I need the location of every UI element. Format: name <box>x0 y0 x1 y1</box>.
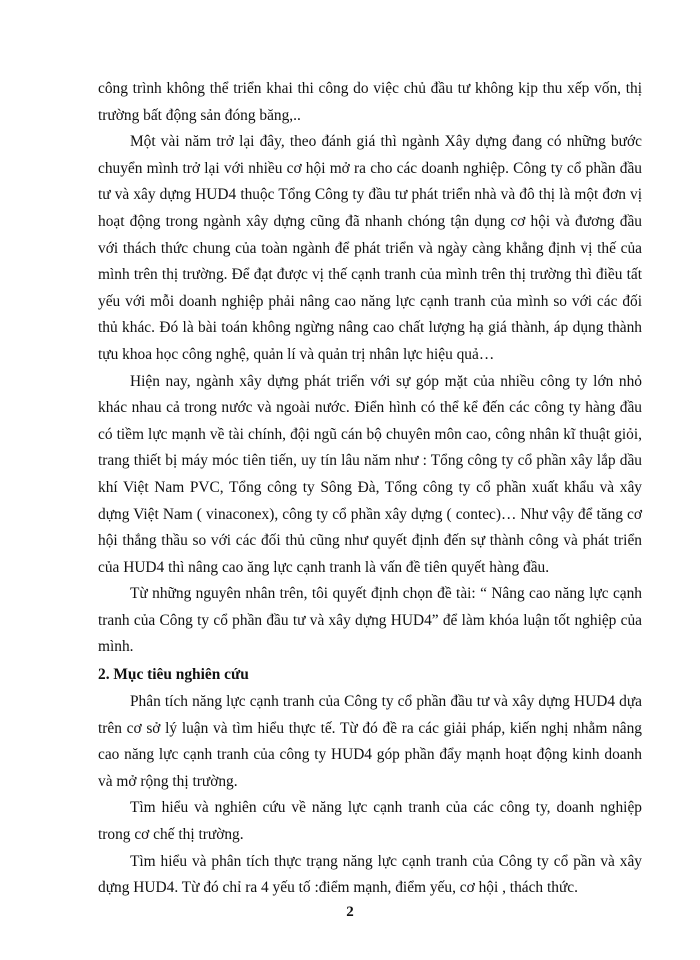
paragraph-objective-swot: Tìm hiểu và phân tích thực trạng năng lực cạnh tranh của Công ty cổ pần và xây dựng HUD4. Từ đó chỉ ra 4 yếu tố :điểm mạnh, điểm yếu, cơ hội , thách thức. <box>98 852 642 897</box>
paragraph-objective-analysis: Phân tích năng lực cạnh tranh của Công ty cổ phần đầu tư và xây dựng HUD4 dựa trên cơ sở lý luận và tìm hiểu thực tế. Từ đó đề ra các giải pháp, kiến nghị nhằm nâng cao năng lực cạnh tranh của công ty HUD4 góp phần đẩy mạnh hoạt động kinh doanh và mở rộng thị trường. <box>98 693 642 790</box>
paragraph-topic-choice: Từ những nguyên nhân trên, tôi quyết định chọn đề tài: “ Nâng cao năng lực cạnh tranh của Công ty cổ phần đầu tư và xây dựng HUD4” để làm khóa luận tốt nghiệp của mình. <box>98 585 642 656</box>
page-number: 2 <box>346 904 354 920</box>
paragraph-industry-recovery: Một vài năm trở lại đây, theo đánh giá thì ngành Xây dựng đang có những bước chuyển mình trở lại với nhiều cơ hội mở ra cho các doanh nghiệp. Công ty cổ phần đầu tư và xây dựng HUD4 thuộc Tổng Công ty đầu tư phát triển nhà và đô thị là một đơn vị hoạt động trong ngành xây dựng cũng đã nhanh chóng tận dụng cơ hội và đương đầu với thách thức chung của toàn ngành để phát triển và ngày càng khẳng định vị thế của mình trên thị trường. Để đạt được vị thế cạnh tranh của mình trên thị trường thì điều tất yếu với mỗi doanh nghiệp phải nâng cao năng lực cạnh tranh của mình so với các đối thủ khác. Đó là bài toán không ngừng nâng cao chất lượng hạ giá thành, áp dụng thành tựu khoa học công nghệ, quản lí và quản trị nhân lực hiệu quả… <box>98 133 642 363</box>
paragraph-competitors: Hiện nay, ngành xây dựng phát triển với sự góp mặt của nhiều công ty lớn nhỏ khác nhau cả trong nước và ngoài nước. Điển hình có thể kể đến các công ty hàng đầu có tiềm lực mạnh về tài chính, đội ngũ cán bộ chuyên môn cao, công nhân kĩ thuật giỏi, trang thiết bị máy móc tiên tiến, uy tín lâu năm như : Tổng công ty cổ phần xây lắp dầu khí Việt Nam PVC, Tổng công ty Sông Đà, Tổng công ty cổ phần xuất khẩu và xây dựng Việt Nam ( vinaconex), công ty cổ phần xây dựng ( contec)… Như vậy để tăng cơ hội thắng thầu so với các đối thủ cũng như quyết định đến sự thành công và phát triển của HUD4 thì nâng cao ăng lực cạnh tranh là vấn đề tiên quyết hàng đầu. <box>98 372 642 576</box>
document-page <box>98 76 642 902</box>
section-heading-research-objectives: 2. Mục tiêu nghiên cứu <box>98 666 249 684</box>
paragraph-continuation: công trình không thể triển khai thi công do việc chủ đầu tư không kịp thu xếp vốn, thị trường bất động sản đóng băng,.. <box>98 80 642 124</box>
paragraph-objective-research: Tìm hiểu và nghiên cứu về năng lực cạnh tranh của các công ty, doanh nghiệp trong cơ chế thị trường. <box>98 799 642 844</box>
